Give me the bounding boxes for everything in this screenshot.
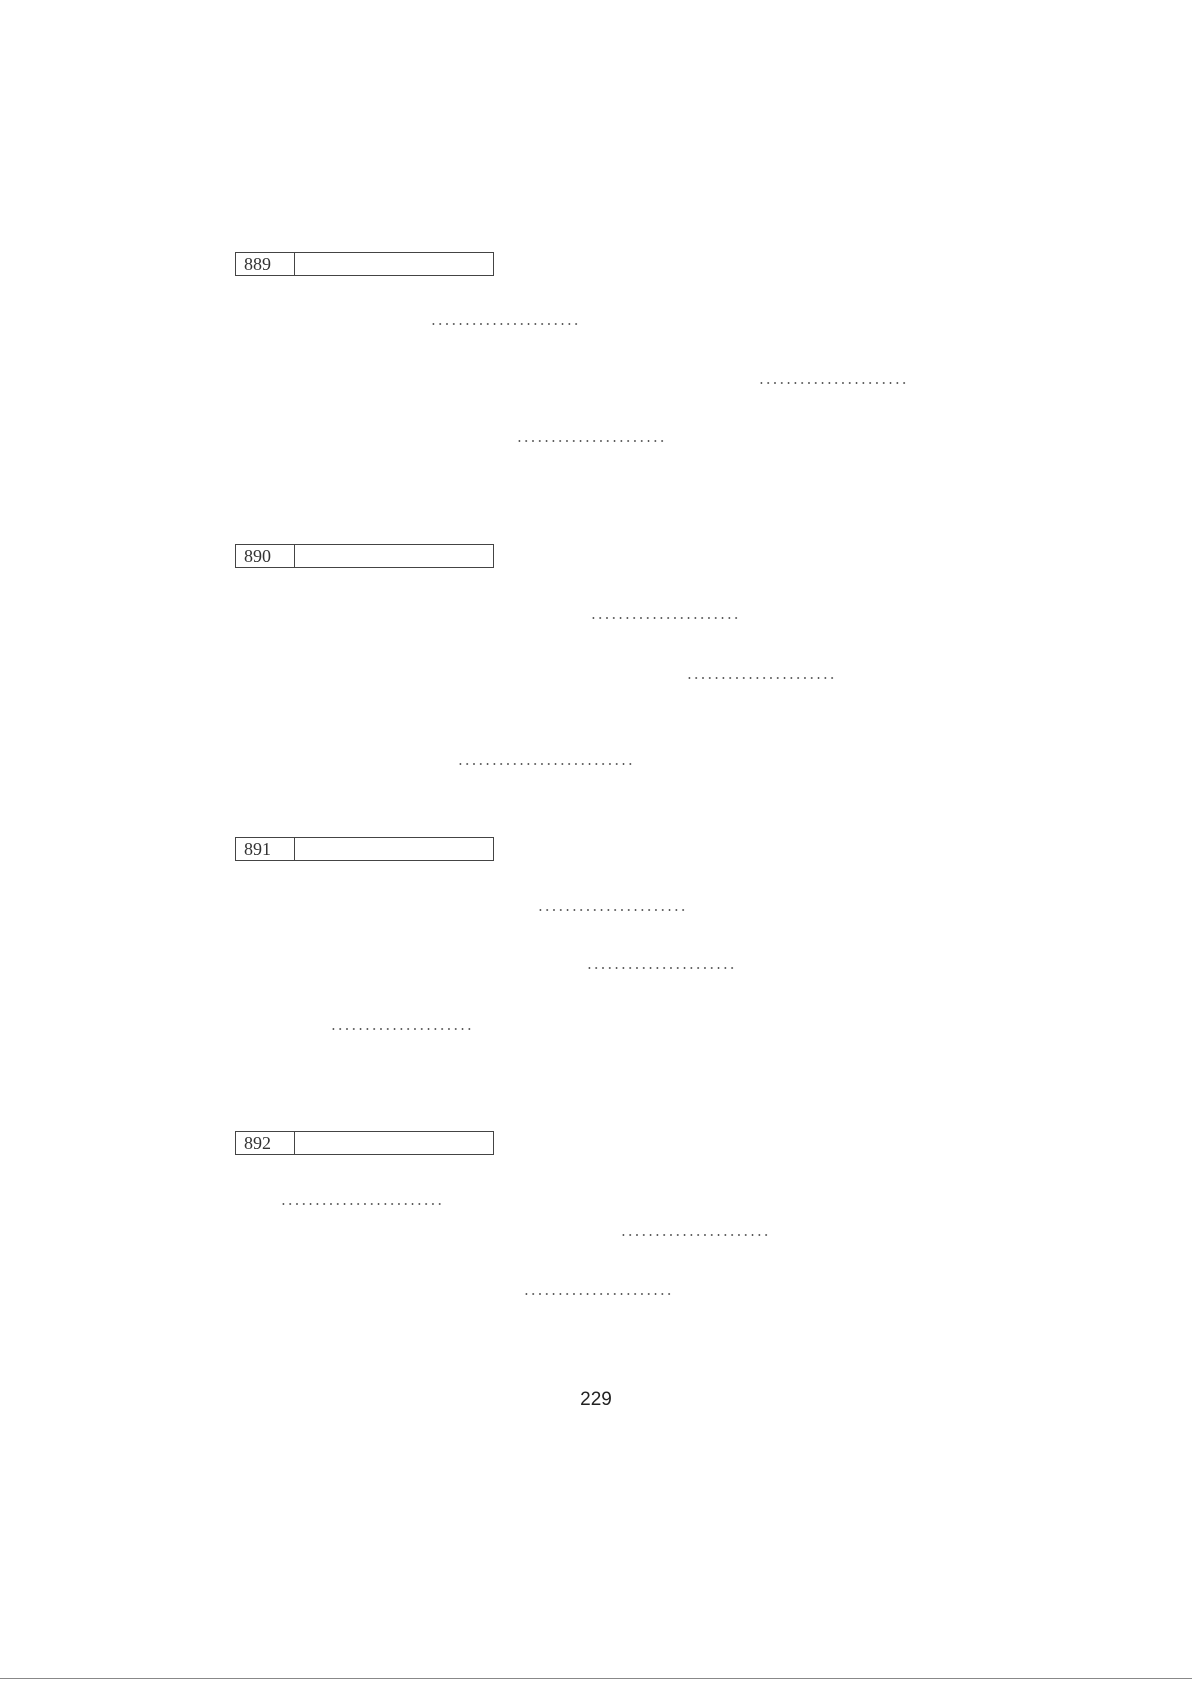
answer-blank[interactable]	[295, 1132, 493, 1154]
fill-in-blank[interactable]	[586, 967, 736, 969]
answer-blank[interactable]	[295, 545, 493, 567]
fill-in-blank[interactable]	[457, 763, 632, 765]
fill-in-blank[interactable]	[430, 323, 580, 325]
question-number: 889	[236, 253, 295, 275]
question-number-box	[235, 544, 494, 568]
fill-in-blank[interactable]	[330, 1028, 475, 1030]
question-number-box	[235, 252, 494, 276]
bottom-rule	[0, 1678, 1192, 1679]
answer-blank[interactable]	[295, 838, 493, 860]
question-number-box	[235, 1131, 494, 1155]
fill-in-blank[interactable]	[280, 1203, 442, 1205]
question-number-box	[235, 837, 494, 861]
fill-in-blank[interactable]	[516, 440, 666, 442]
fill-in-blank[interactable]	[523, 1293, 673, 1295]
question-number: 892	[236, 1132, 295, 1154]
fill-in-blank[interactable]	[590, 617, 740, 619]
fill-in-blank[interactable]	[758, 382, 908, 384]
answer-blank[interactable]	[295, 253, 493, 275]
fill-in-blank[interactable]	[686, 677, 836, 679]
fill-in-blank[interactable]	[620, 1234, 770, 1236]
question-number: 891	[236, 838, 295, 860]
question-number: 890	[236, 545, 295, 567]
page-number: 229	[580, 1389, 612, 1410]
fill-in-blank[interactable]	[537, 909, 687, 911]
